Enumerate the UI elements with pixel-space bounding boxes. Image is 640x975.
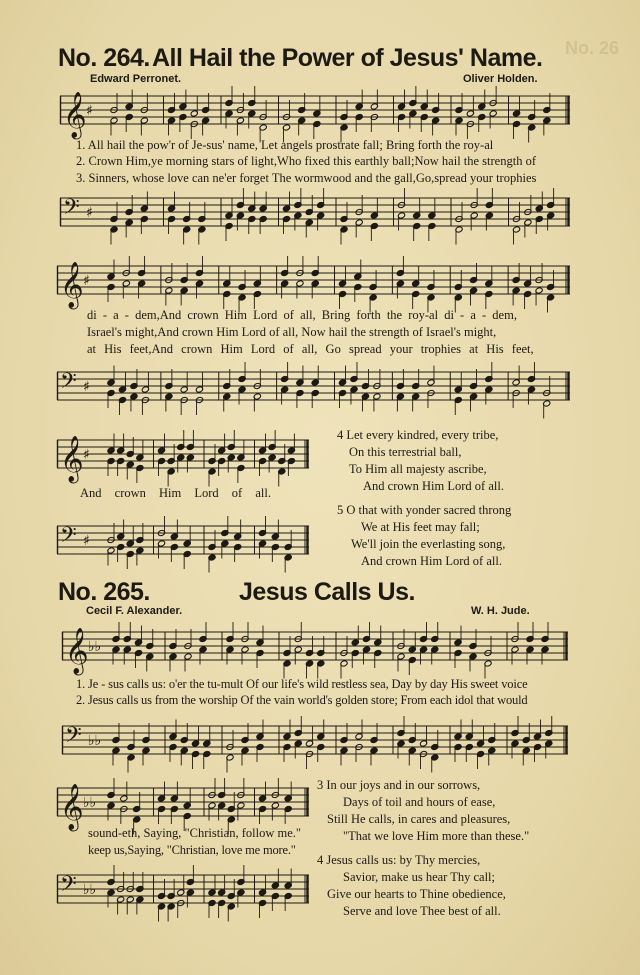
key-signature-icon: ♯ [83, 273, 90, 289]
hymn-264-verse-3-line: 3. Sinners, whose love can ne'er forget The wormwood and the gall,Go,spread your trophies [76, 171, 537, 185]
treble-clef-icon: 𝄞 [60, 436, 84, 482]
hymn-265-verse-1-line: 1. Je - sus calls us: o'er the tu-mult Of our life's wild restless sea, Day by day His sweet voice [76, 677, 528, 691]
stanza-line: 4 Let every kindred, every tribe, [337, 428, 499, 442]
key-signature-icon: ♯ [83, 533, 90, 549]
hymn-264-system-3-bass-staff [57, 518, 309, 562]
bass-clef-icon: 𝄢 [60, 523, 77, 553]
hymn-264-system-2-bass-staff [57, 364, 570, 408]
stanza-line: We'll join the everlasting song, [351, 537, 506, 551]
hymn-265-number: No. 265. [58, 578, 150, 606]
key-signature-icon: ♯ [86, 205, 93, 221]
stanza-line: Give our hearts to Thine obedience, [327, 887, 506, 901]
hymn-265-words-credit: Cecil F. Alexander. [86, 605, 183, 617]
hymn-264-final-line: And crown Him Lord of all. [80, 486, 271, 500]
stanza-line: Days of toil and hours of ease, [343, 795, 496, 809]
bass-clef-icon: 𝄢 [60, 369, 77, 399]
hymn-265-system-1-treble-staff [62, 624, 568, 674]
hymn-264-refrain-verse-1: di - a - dem,And crown Him Lord of all, Bring forth the roy-al di - a - dem, [87, 308, 517, 322]
hymn-265-stanza-3 [317, 777, 529, 845]
stanza-line: Serve and love Thee best of all. [343, 904, 501, 918]
key-signature-icon: ♭♭ [88, 639, 102, 655]
hymn-264-system-1-treble-staff [60, 88, 570, 138]
treble-clef-icon: 𝄞 [60, 262, 84, 308]
stanza-line: And crown Him Lord of all. [363, 479, 504, 493]
key-signature-icon: ♭♭ [83, 795, 97, 811]
bass-clef-icon: 𝄢 [60, 872, 77, 902]
hymn-265-system-1-bass-staff [62, 718, 568, 762]
treble-clef-icon: 𝄞 [60, 784, 84, 830]
hymn-264-verse-2-line: 2. Crown Him,ye morning stars of light,Who fixed this earthly ball;Now hail the strength of [76, 154, 536, 168]
key-signature-icon: ♯ [83, 447, 90, 463]
hymn-265-title: Jesus Calls Us. [239, 578, 415, 606]
hymn-264-system-3-treble-staff [57, 432, 309, 482]
hymn-264-music-credit: Oliver Holden. [463, 73, 538, 85]
hymn-265-music-credit: W. H. Jude. [471, 605, 530, 617]
stanza-line: To Him all majesty ascribe, [349, 462, 487, 476]
hymn-264-system-2-treble-staff [57, 258, 570, 308]
hymn-265-stanza-4 [317, 852, 506, 920]
hymn-264-title: All Hail the Power of Jesus' Name. [152, 44, 543, 72]
hymn-265-final-verse-1: sound-eth, Saying, "Christian, follow me." [88, 826, 301, 840]
stanza-line: 5 O that with yonder sacred throng [337, 503, 512, 517]
stanza-line: 3 In our joys and in our sorrows, [317, 778, 481, 792]
bass-clef-icon: 𝄢 [65, 723, 82, 753]
stanza-line: Still He calls, in cares and pleasures, [327, 812, 511, 826]
hymn-264-number: No. 264. [58, 44, 150, 72]
hymn-264-words-credit: Edward Perronet. [90, 73, 182, 85]
hymn-264-stanza-5 [337, 502, 511, 570]
hymn-264-refrain-verse-3: at His feet,And crown Him Lord of all, Go spread your trophies at His feet, [87, 342, 534, 356]
treble-clef-icon: 𝄞 [65, 628, 89, 674]
treble-clef-icon: 𝄞 [63, 92, 87, 138]
hymn-264-stanza-4 [337, 427, 504, 495]
hymn-265-system-2-bass-staff [57, 867, 309, 911]
key-signature-icon: ♯ [86, 103, 93, 119]
stanza-line: 4 Jesus calls us: by Thy mercies, [317, 853, 481, 867]
key-signature-icon: ♯ [83, 379, 90, 395]
stanza-line: Savior, make us hear Thy call; [343, 870, 496, 884]
stanza-line: "That we love Him more than these." [343, 829, 530, 843]
hymn-264-refrain-verse-2: Israel's might,And crown Him Lord of all, Now hail the strength of Israel's might, [87, 325, 497, 339]
bass-clef-icon: 𝄢 [63, 195, 80, 225]
stanza-line: And crown Him Lord of all. [361, 554, 502, 568]
stanza-line: On this terrestrial ball, [349, 445, 462, 459]
key-signature-icon: ♭♭ [88, 733, 102, 749]
hymn-264-system-1-bass-staff [60, 190, 570, 234]
hymn-265-system-2-treble-staff [57, 780, 309, 830]
key-signature-icon: ♭♭ [83, 882, 97, 898]
hymn-265-verse-2-line: 2. Jesus calls us from the worship Of the vain world's golden store; From each idol that would [76, 693, 528, 707]
bleed-through-number: No. 26 [565, 38, 620, 58]
hymn-265-final-verse-2: keep us,Saying, "Christian, love me more." [88, 843, 296, 857]
hymn-264-verse-1-line: 1. All hail the pow'r of Je-sus' name, Let angels prostrate fall; Bring forth the roy-al [76, 138, 494, 152]
stanza-line: We at His feet may fall; [361, 520, 480, 534]
